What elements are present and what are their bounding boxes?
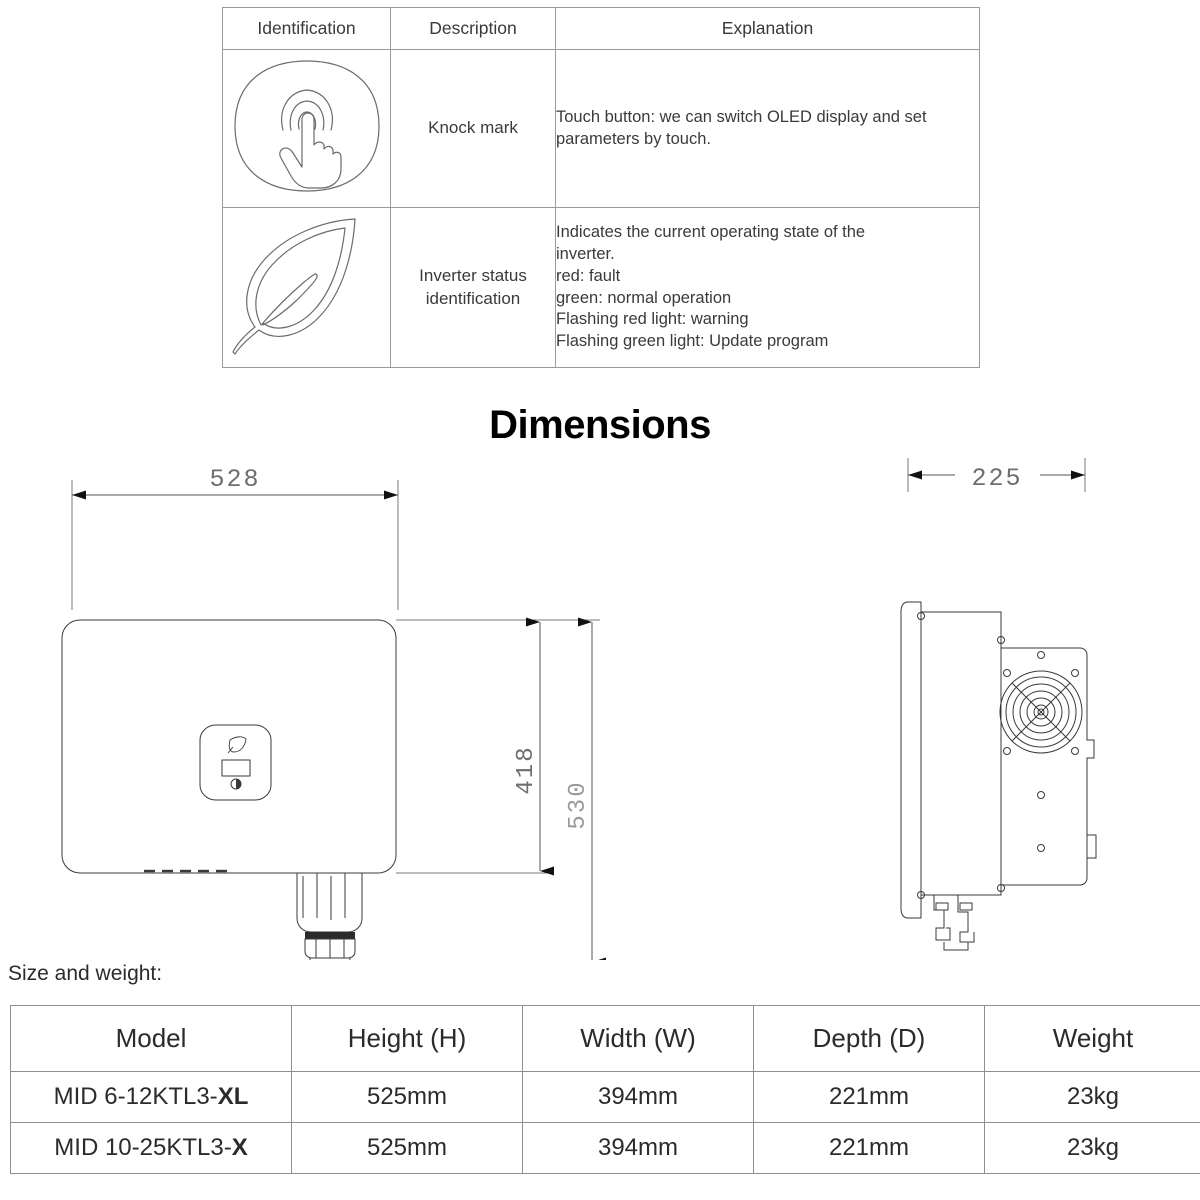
column-header-description: Description (391, 8, 556, 50)
explanation-line: inverter. (556, 244, 615, 263)
column-header-width: Width (W) (523, 1006, 754, 1072)
table-row (223, 50, 980, 208)
explanation-line: Flashing red light: warning (556, 310, 749, 329)
explanation-line: Indicates the current operating state of the (556, 223, 866, 242)
cell-height: 525mm (292, 1123, 523, 1174)
cell-depth: 221mm (754, 1123, 985, 1174)
explanation-cell (556, 50, 980, 208)
table-row (11, 1072, 1200, 1123)
cell-depth: 221mm (754, 1072, 985, 1123)
description-line-2: identification (425, 288, 521, 308)
cell-model (11, 1072, 292, 1123)
model-suffix: X (231, 1134, 248, 1161)
cell-width: 394mm (523, 1123, 754, 1174)
column-header-height: Height (H) (292, 1006, 523, 1072)
column-header-explanation: Explanation (556, 8, 980, 50)
table-header-row (11, 1006, 1200, 1072)
cell-weight: 23kg (985, 1123, 1200, 1174)
leaf-icon (227, 345, 387, 362)
cell-weight: 23kg (985, 1072, 1200, 1123)
cell-height: 525mm (292, 1072, 523, 1123)
explanation-text: Touch button: we can switch OLED display and set parameters by touch. (556, 107, 927, 148)
identification-icon-cell (223, 50, 391, 208)
side-depth-label: 225 (971, 464, 1023, 493)
identification-table (222, 7, 980, 368)
size-weight-table (10, 1005, 1200, 1174)
identification-icon-cell (223, 208, 391, 368)
front-total-height-label: 530 (565, 780, 592, 830)
description-cell: Knock mark (391, 50, 556, 208)
description-line-1: Inverter status (419, 265, 527, 285)
model-prefix: MID 6-12KTL3- (53, 1083, 218, 1110)
front-inner-height-label: 418 (513, 745, 540, 795)
model-prefix: MID 10-25KTL3- (54, 1134, 232, 1161)
touch-hand-icon (231, 182, 383, 199)
size-and-weight-label: Size and weight: (8, 962, 163, 985)
column-header-weight: Weight (985, 1006, 1200, 1072)
column-header-model: Model (11, 1006, 292, 1072)
table-row (223, 208, 980, 368)
explanation-cell (556, 208, 980, 368)
column-header-depth: Depth (D) (754, 1006, 985, 1072)
model-suffix: XL (217, 1083, 249, 1110)
cell-model (11, 1123, 292, 1174)
dimensions-heading: Dimensions (489, 403, 711, 447)
column-header-identification: Identification (223, 8, 391, 50)
description-cell (391, 208, 556, 368)
front-width-label: 528 (209, 465, 261, 494)
table-row (11, 1123, 1200, 1174)
dimension-drawings (0, 440, 1200, 960)
explanation-line: green: normal operation (556, 288, 732, 307)
table-header-row (223, 8, 980, 50)
cell-width: 394mm (523, 1072, 754, 1123)
explanation-line: red: fault (556, 266, 621, 285)
explanation-line: Flashing green light: Update program (556, 332, 829, 351)
